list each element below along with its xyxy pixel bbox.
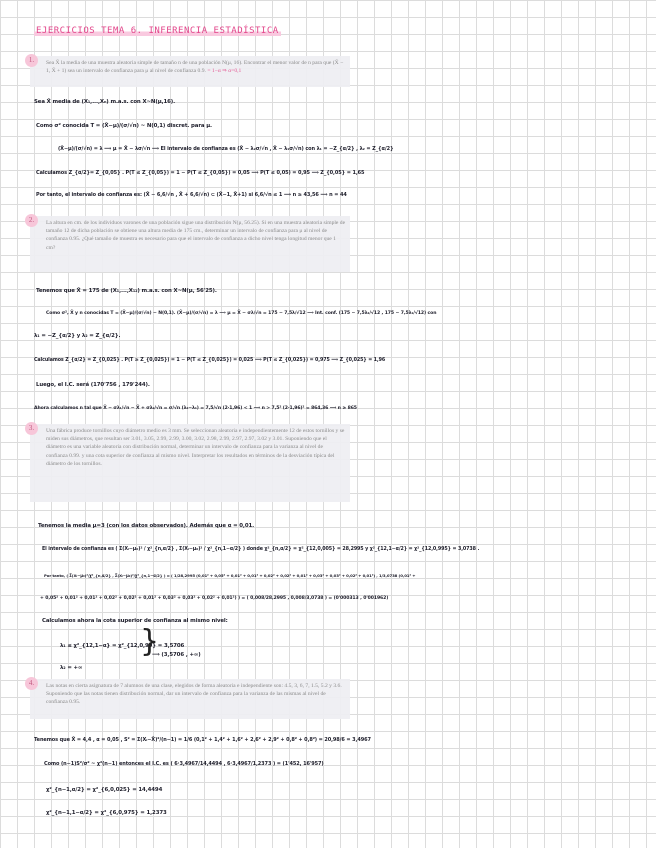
- solution-line: χ²_{n−1,α/2} = χ²_{6,0,025} = 14,4494: [46, 787, 163, 793]
- solution-line: Tenemos que X̄ = 4,4 , α = 0,05 , S² = Σ(Xᵢ−X̄)²/(n−1) = 1/6 (0,1² + 1,4² + 1,6² + 2,6² + 2,9² + 0,8² + 0,8²) = 20,98/6 = 3,4967: [34, 737, 371, 743]
- problem-number: 2.: [25, 214, 38, 227]
- solution-line: λ₂ = +∞: [60, 665, 83, 671]
- solution-line: Tenemos la media μ=3 (con los datos observados). Además que α = 0,01.: [38, 523, 255, 529]
- solution-line: Como σ² conocida T = (X̄−μ)/(σ/√n) ~ N(0,1) discret. para μ.: [36, 123, 213, 129]
- problem-text: Sea X̄ la media de una muestra aleatoria simple de tamaño n de una población N(μ, 16). Encontrar el menor valor de n para que (X̄ − 1, X̄ + 1) sea un intervalo de confianza para μ al nivel de confianza 0.9.: [46, 60, 344, 75]
- solution-line: Por tanto, ( Σ(Xᵢ−μ₀)²/χ²_{n,α/2} , Σ(Xᵢ−μ₀)²/χ²_{n,1−α/2} ) = ( 1/28,2995 (0,01² + 0,05² + 0,01² + 0,01² + 0,02² + 0,02² + 0,01² + 0,03² + 0,03² + 0,02² + 0,01²) , 1/3,0738 (0,01² +: [44, 573, 416, 578]
- solution-line: Calculamos ahora la cota superior de confianza al mismo nivel:: [42, 618, 228, 624]
- problem-2-statement: [30, 216, 350, 272]
- solution-line: Luego, el I.C. será (170'756 , 179'244).: [36, 382, 150, 388]
- solution-line: ⟹ (3,5706 , +∞): [152, 652, 201, 658]
- solution-line: Tenemos que X̄ = 175 de (X₁,...,X₁₂) m.a.s. con X~N(μ, 56'25).: [36, 288, 217, 294]
- problem-number: 1.: [25, 54, 38, 67]
- problem-3-statement: [30, 424, 350, 502]
- problem-number: 3.: [25, 422, 38, 435]
- problem-4-statement: [30, 679, 350, 719]
- problem-number: 4.: [25, 677, 38, 690]
- solution-line: Sea X̄ media de (X₁,...,Xₙ) m.a.s. con X~N(μ,16).: [34, 99, 176, 105]
- brace-symbol: }: [140, 624, 160, 659]
- solution-line: λ₁ = −Z_{α/2} y λ₂ = Z_{α/2}.: [34, 333, 121, 339]
- solution-line: λ₁ ≤ χ²_{12,1−α} = χ²_{12,0,99} = 3,5706: [60, 643, 185, 649]
- problem-annotation: = 1−α ⇒ α=0,1: [207, 68, 242, 75]
- solution-line: χ²_{n−1,1−α/2} = χ²_{6,0,975} = 1,2373: [46, 810, 167, 816]
- solution-line: (X̄−μ)/(σ/√n) = λ ⟹ μ = X̄ − λσ/√n ⟹ El intervalo de confianza es (X̄ − λ₂σ/√n , X̄ − λ₁σ/√n) con λ₁ = −Z_{α/2} , λ₂ = Z_{α/2}: [58, 146, 394, 152]
- solution-line: El intervalo de confianza es ( Σ(Xᵢ−μ₀)² / χ²_{n,α/2} , Σ(Xᵢ−μ₀)² / χ²_{n,1−α/2} ) donde χ²_{n,α/2} = χ²_{12,0,005} = 28,2995 y χ²_{12,1−α/2} = χ²_{12,0,995} = 3,0738 .: [42, 547, 480, 552]
- solution-line: Por tanto, el intervalo de confianza es: (X̄ − 6,6/√n , X̄ + 6,6/√n) ⊂ (X̄−1, X̄+1) si 6,6/√n ≤ 1 ⟹ n ≥ 43,56 ⟹ n = 44: [36, 192, 347, 198]
- solution-line: Como (n−1)S²/σ² ~ χ²(n−1) entonces el I.C. es ( 6·3,4967/14,4494 , 6·3,4967/1,2373 ) = (1'452, 16'957): [44, 761, 324, 767]
- problem-text: Una fábrica produce tornillos cuyo diámetro medio es 3 mm. Se seleccionan aleatoria e independientemente 12 de estos tornillos y se miden sus diámetros, que resultan ser 3.01, 3.05, 2.99, 2.99, 3.00, 3.02, 2.98, 2.99, 2.97, 2.97, 3.02 y 3.01. Suponiendo que el diámetro es una variable aleatoria con distribución normal, determinar un intervalo de confianza para la varianza al nivel de confianza 0.99. y una cota superior de confianza al mismo nivel. Interpretar los resultados en términos de la desviación típica del diámetro de los tornillos.: [46, 428, 345, 467]
- problem-1-statement: [30, 56, 350, 87]
- solution-line: Calculamos Z_{α/2}= Z_{0,05} . P(T ≤ Z_{0,05}) = 1 − P(T ≤ Z_{0,05}) = 0,05 ⟹ P(T ≤ 0,05) = 0,95 ⟹ Z_{0,05} = 1,65: [36, 170, 365, 176]
- problem-text: La altura en cm. de los individuos varones de una población sigue una distribución N(μ, 56.25). Si en una muestra aleatoria simple de tamaño 12 de dicha población se obtiene una altura media de 175 cm., determinar un intervalo de confianza para μ al nivel de confianza 0.95. ¿Qué tamaño de muestra es necesario para que el intervalo de confianza a dicho nivel tenga longitud menor que 1 cm?: [46, 220, 346, 251]
- problem-text: Las notas en cierta asignatura de 7 alumnos de una clase, elegidos de forma aleatoria e independiente son: 4.5, 3, 6, 7, 1.5, 5.2 y 3.6. Suponiendo que las notas tienen distribución normal, dar un intervalo de confianza para la varianza de las mismas al nivel de confianza 0.95.: [46, 683, 342, 706]
- solution-line: Como σ², X̄ y n conocidas T = (X̄−μ)/(σ/√n) ~ N(0,1). (X̄−μ)/(σ/√n) = λ ⟹ μ = X̄ − σλ/√n = 175 − 7,5λ/√12 ⟹ Int. conf. (175 − 7,5λ₂/√12 , 175 − 7,5λ₁/√12) con: [46, 311, 437, 316]
- solution-line: Ahora calculamos n tal que X̄ − σλ₁/√n − X̄ + σλ₂/√n = σ/√n (λ₂−λ₁) = 7,5/√n (2·1,96) < 1 ⟹ n > 7,5² (2·1,96)² = 864,36 ⟹ n ≥ 865: [34, 406, 357, 411]
- solution-line: + 0,05² + 0,01² + 0,01² + 0,02² + 0,02² + 0,01² + 0,03² + 0,03² + 0,02² + 0,01²) ) = ( 0,008/28,2995 , 0,008/3,0738 ) = (0'000313 , 0'001962): [40, 596, 389, 601]
- solution-line: Calculamos Z_{α/2} = Z_{0,025} . P(T ≥ Z_{0,025}) = 1 − P(T ≤ Z_{0,025}) = 0,025 ⟹ P(T ≤ Z_{0,025}) = 0,975 ⟹ Z_{0,025} = 1,96: [34, 358, 386, 363]
- page-title: EJERCICIOS TEMA 6. INFERENCIA ESTADÍSTICA: [36, 26, 279, 36]
